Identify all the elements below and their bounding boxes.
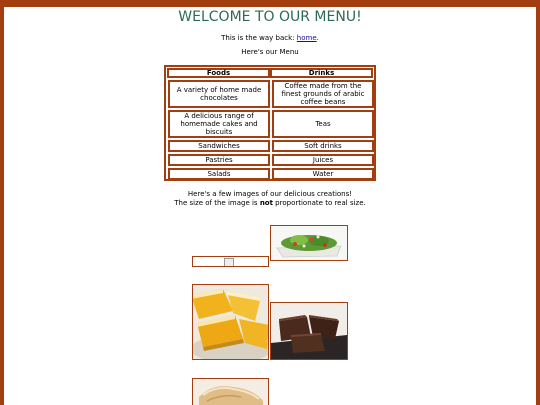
food-cell: Salads — [168, 168, 270, 180]
drink-cell: Teas — [272, 110, 374, 138]
page — [4, 7, 536, 405]
lemon-bars-image — [192, 284, 269, 360]
pastry-icon — [193, 379, 268, 405]
drink-cell: Soft drinks — [272, 140, 374, 152]
back-line — [4, 34, 536, 43]
drink-cell: Juices — [272, 154, 374, 166]
brownie-icon — [271, 303, 347, 359]
menu-table — [164, 65, 376, 181]
food-cell: Sandwiches — [168, 140, 270, 152]
home-link[interactable]: home — [296, 34, 317, 42]
brownies-image — [270, 302, 348, 360]
pastry-image — [192, 378, 269, 405]
gallery-intro-line1: Here's a few images of our delicious creations! — [187, 190, 353, 198]
broken-image — [192, 256, 269, 267]
food-cell: A variety of home made chocolates — [168, 80, 270, 108]
salad-image — [270, 225, 348, 261]
header-foods: Foods — [167, 68, 270, 78]
gallery-intro-line2 — [4, 199, 536, 208]
intro-text: proportionate to real size. — [272, 199, 366, 207]
drink-cell: Coffee made from the finest grounds of arabic coffee beans — [272, 80, 374, 108]
header-drinks: Drinks — [270, 68, 373, 78]
back-period: . — [316, 34, 319, 42]
salad-icon — [271, 226, 347, 260]
broken-image-icon — [224, 258, 234, 267]
food-cell: Pastries — [168, 154, 270, 166]
intro-bold: not — [259, 199, 273, 207]
menu-heading: Here's our Menu — [241, 48, 299, 56]
gallery-intro — [4, 190, 536, 208]
food-cell: A delicious range of homemade cakes and biscuits — [168, 110, 270, 138]
page-title: WELCOME TO OUR MENU! — [178, 9, 362, 25]
lemon-bar-icon — [193, 285, 268, 359]
intro-text: The size of the image is — [174, 199, 260, 207]
back-text: This is the way back: — [221, 34, 297, 42]
drink-cell: Water — [272, 168, 374, 180]
